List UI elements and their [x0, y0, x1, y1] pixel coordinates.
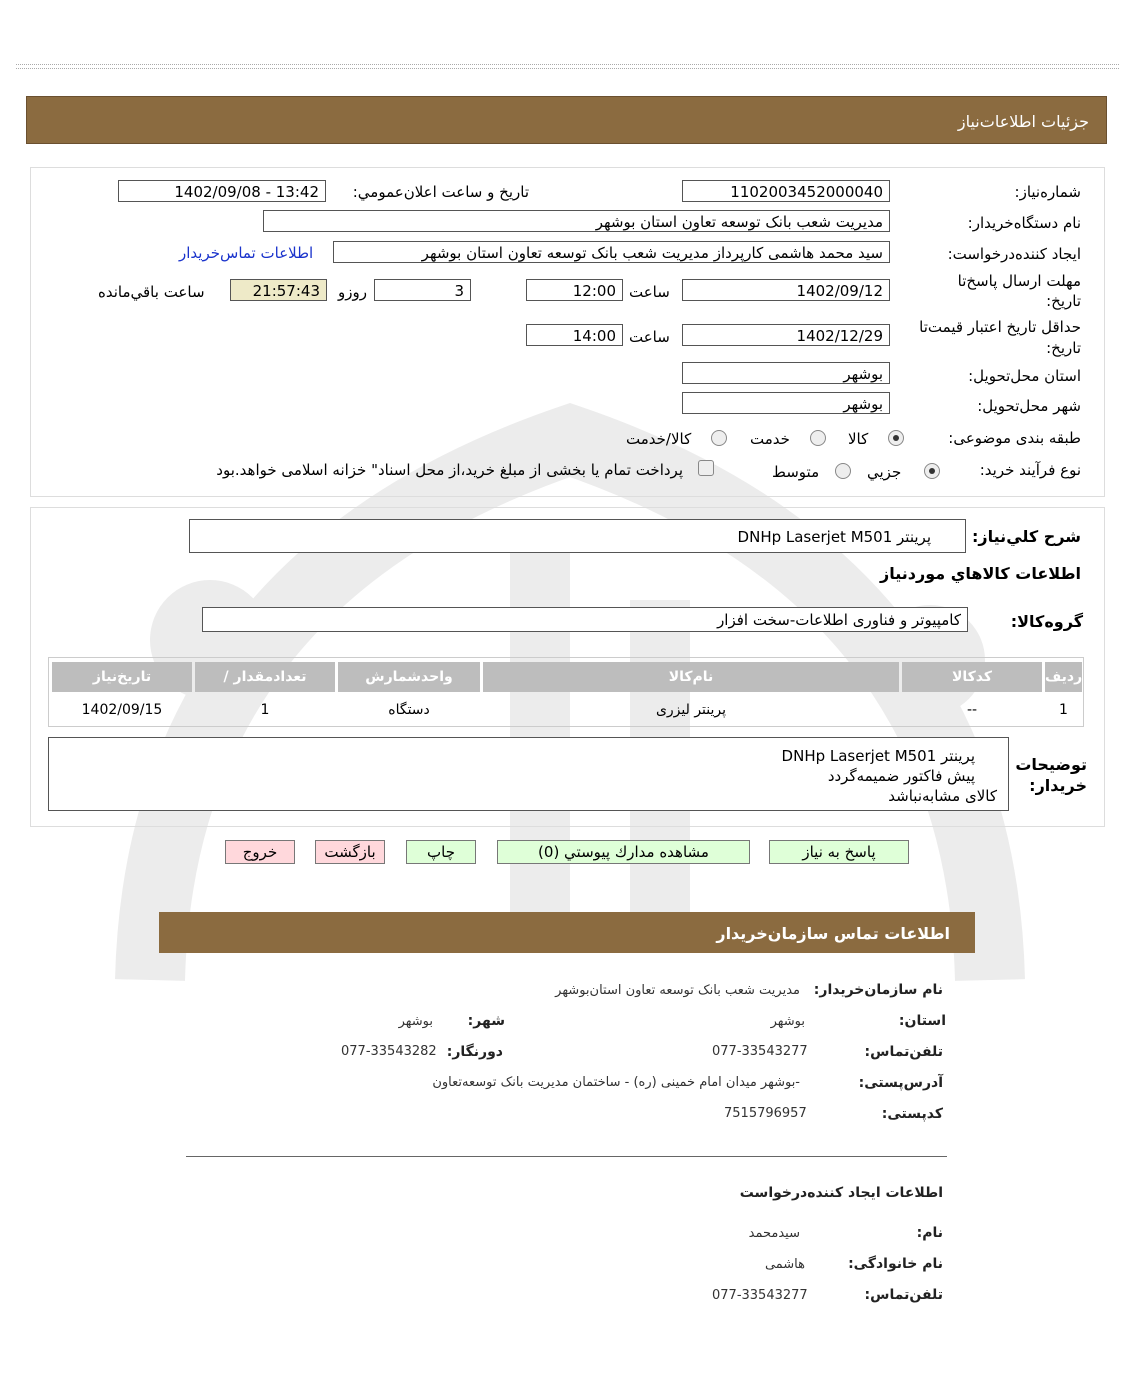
contact-province-value: بوشهر	[770, 1014, 805, 1029]
deadline-time-label: ساعت	[629, 283, 670, 301]
province-label: استان محل‌تحویل:	[968, 367, 1081, 385]
exit-button[interactable]: خروج	[225, 840, 295, 864]
table-header-row: ردیف	[1045, 662, 1082, 692]
deadline-label-2: تاریخ:	[1046, 292, 1081, 310]
creator-name-value: سیدمحمد	[748, 1226, 800, 1241]
contact-fax-value: 077-33543282	[341, 1044, 437, 1059]
deadline-label: مهلت ارسال پاسخ‌تا	[957, 272, 1081, 290]
table-cell-qty: 1	[260, 702, 270, 718]
contact-city-label: شهر:	[467, 1013, 505, 1029]
creator-info-title: اطلاعات ایجاد کننده‌درخواست	[739, 1185, 943, 1201]
table-header-code: کدکالا	[902, 662, 1042, 692]
contact-address-label: آدرس‌پستی:	[858, 1075, 943, 1091]
radio-medium-label: متوسط	[772, 463, 820, 481]
creator-field[interactable]: سید محمد هاشمی کارپرداز مدیریت شعب بانک توسعه تعاون استان بوشهر	[333, 241, 890, 263]
attachments-button[interactable]: مشاهده مدارك پیوستي (0)	[497, 840, 750, 864]
group-label: گروه‌کالا:	[1010, 612, 1083, 631]
contact-phone-label: تلفن‌تماس:	[864, 1044, 943, 1060]
goods-info-title: اطلاعات کالاهاي موردنیاز	[880, 564, 1081, 583]
radio-partial[interactable]	[924, 463, 940, 479]
remaining-time-field: 21:57:43	[230, 279, 327, 301]
days-label: روزو	[338, 283, 367, 301]
buyer-note-line: پرینتر DNHp Laserjet M501	[781, 747, 975, 765]
radio-goods-label: کالا	[848, 430, 869, 448]
reply-button[interactable]: پاسخ به نیاز	[769, 840, 909, 864]
group-field[interactable]: کامپیوتر و فناوری اطلاعات-سخت افزار	[202, 607, 968, 632]
validity-date-field[interactable]: 1402/12/29	[682, 324, 890, 346]
buyer-contact-link[interactable]: اطلاعات تماس‌خریدار	[179, 244, 314, 262]
contact-phone-value: 077-33543277	[712, 1044, 808, 1059]
contact-title: اطلاعات تماس سازمان‌خریدار	[716, 924, 950, 943]
buyer-note-line: پیش فاکتور ضمیمه‌گردد	[827, 767, 975, 785]
radio-goods[interactable]	[888, 430, 904, 446]
payment-note: پرداخت تمام یا بخشی از مبلغ خرید،از محل اسناد" خزانه اسلامی خواهد.بود	[216, 461, 683, 479]
print-button[interactable]: چاپ	[406, 840, 476, 864]
desc-field[interactable]: پرینتر DNHp Laserjet M501	[189, 519, 966, 553]
buyer-notes-label-2: خریدار:	[1029, 776, 1087, 795]
creator-phone-label: تلفن‌تماس:	[864, 1287, 943, 1303]
category-label: طبقه بندی موضوعی:	[948, 429, 1081, 447]
need-number-field[interactable]: 1102003452000040	[682, 180, 890, 202]
creator-name-label: نام:	[916, 1225, 943, 1241]
deadline-date-field[interactable]: 1402/09/12	[682, 279, 890, 301]
contact-province-label: استان:	[898, 1013, 946, 1029]
validity-time-label: ساعت	[629, 328, 670, 346]
buyer-org-field[interactable]: مدیریت شعب بانک توسعه تعاون استان بوشهر	[263, 210, 890, 232]
desc-label: شرح کلي‌نیاز:	[972, 527, 1081, 546]
contact-divider	[186, 1156, 947, 1157]
radio-goods-service-label: کالا/خدمت	[626, 430, 692, 448]
creator-family-label: نام خانوادگی:	[848, 1256, 943, 1272]
validity-time-field[interactable]: 14:00	[526, 324, 623, 346]
province-field[interactable]: بوشهر	[682, 362, 890, 384]
contact-postal-label: کدپستی:	[881, 1106, 943, 1122]
contact-postal-value: 7515796957	[724, 1106, 807, 1121]
deadline-time-field[interactable]: 12:00	[526, 279, 623, 301]
creator-label: ایجاد کننده‌درخواست:	[947, 245, 1081, 263]
validity-label-2: تاریخ:	[1046, 339, 1081, 357]
radio-partial-label: جزیي	[867, 463, 902, 481]
creator-family-value: هاشمی	[764, 1257, 805, 1272]
days-field[interactable]: 3	[374, 279, 471, 301]
remaining-label: ساعت باقي‌مانده	[98, 283, 205, 301]
top-separator	[16, 64, 1119, 69]
table-header-qty: تعدادمقدار /	[195, 662, 335, 692]
buyer-org-label: نام دستگاه‌خریدار:	[967, 214, 1081, 232]
radio-goods-service[interactable]	[711, 430, 727, 446]
need-number-label: شماره‌نیاز:	[1014, 183, 1081, 201]
payment-checkbox[interactable]	[698, 460, 714, 476]
contact-city-value: بوشهر	[398, 1014, 433, 1029]
table-cell-unit: دستگاه	[388, 702, 430, 718]
validity-label: حداقل تاریخ اعتبار قیمت‌تا	[919, 318, 1081, 336]
contact-org-value: مدیریت شعب بانک توسعه تعاون استان‌بوشهر	[555, 983, 800, 998]
contact-address-value: -بوشهر میدان امام خمینی (ره) - ساختمان مدیریت بانک توسعه‌تعاون	[432, 1075, 800, 1090]
table-header-unit: واحدشمارش	[338, 662, 480, 692]
city-label: شهر محل‌تحویل:	[977, 397, 1081, 415]
radio-medium[interactable]	[835, 463, 851, 479]
contact-fax-label: دورنگار:	[446, 1044, 503, 1060]
buyer-notes-label: توضیحات	[1015, 755, 1087, 774]
back-button[interactable]: بازگشت	[315, 840, 385, 864]
table-cell-row: 1	[1059, 702, 1068, 718]
buyer-note-line: کالای مشابه‌نباشد	[888, 787, 997, 805]
header-bar	[26, 96, 1107, 144]
announce-label: تاریخ و ساعت اعلان‌عمومي:	[352, 183, 529, 201]
table-header-date: تاریخ‌نیاز	[52, 662, 192, 692]
announce-field[interactable]: 1402/09/08 - 13:42	[118, 180, 326, 202]
table-cell-date: 1402/09/15	[81, 702, 163, 718]
table-cell-name: پرینتر لیزری	[655, 702, 727, 718]
radio-service-label: خدمت	[750, 430, 790, 448]
radio-service[interactable]	[810, 430, 826, 446]
table-cell-code: --	[966, 702, 978, 718]
table-header-name: نام‌کالا	[483, 662, 899, 692]
header-title: جزئیات اطلاعات‌نیاز	[957, 112, 1089, 131]
city-field[interactable]: بوشهر	[682, 392, 890, 414]
process-label: نوع فرآیند خرید:	[979, 461, 1081, 479]
contact-org-label: نام سازمان‌خریدار:	[813, 982, 943, 998]
creator-phone-value: 077-33543277	[712, 1288, 808, 1303]
